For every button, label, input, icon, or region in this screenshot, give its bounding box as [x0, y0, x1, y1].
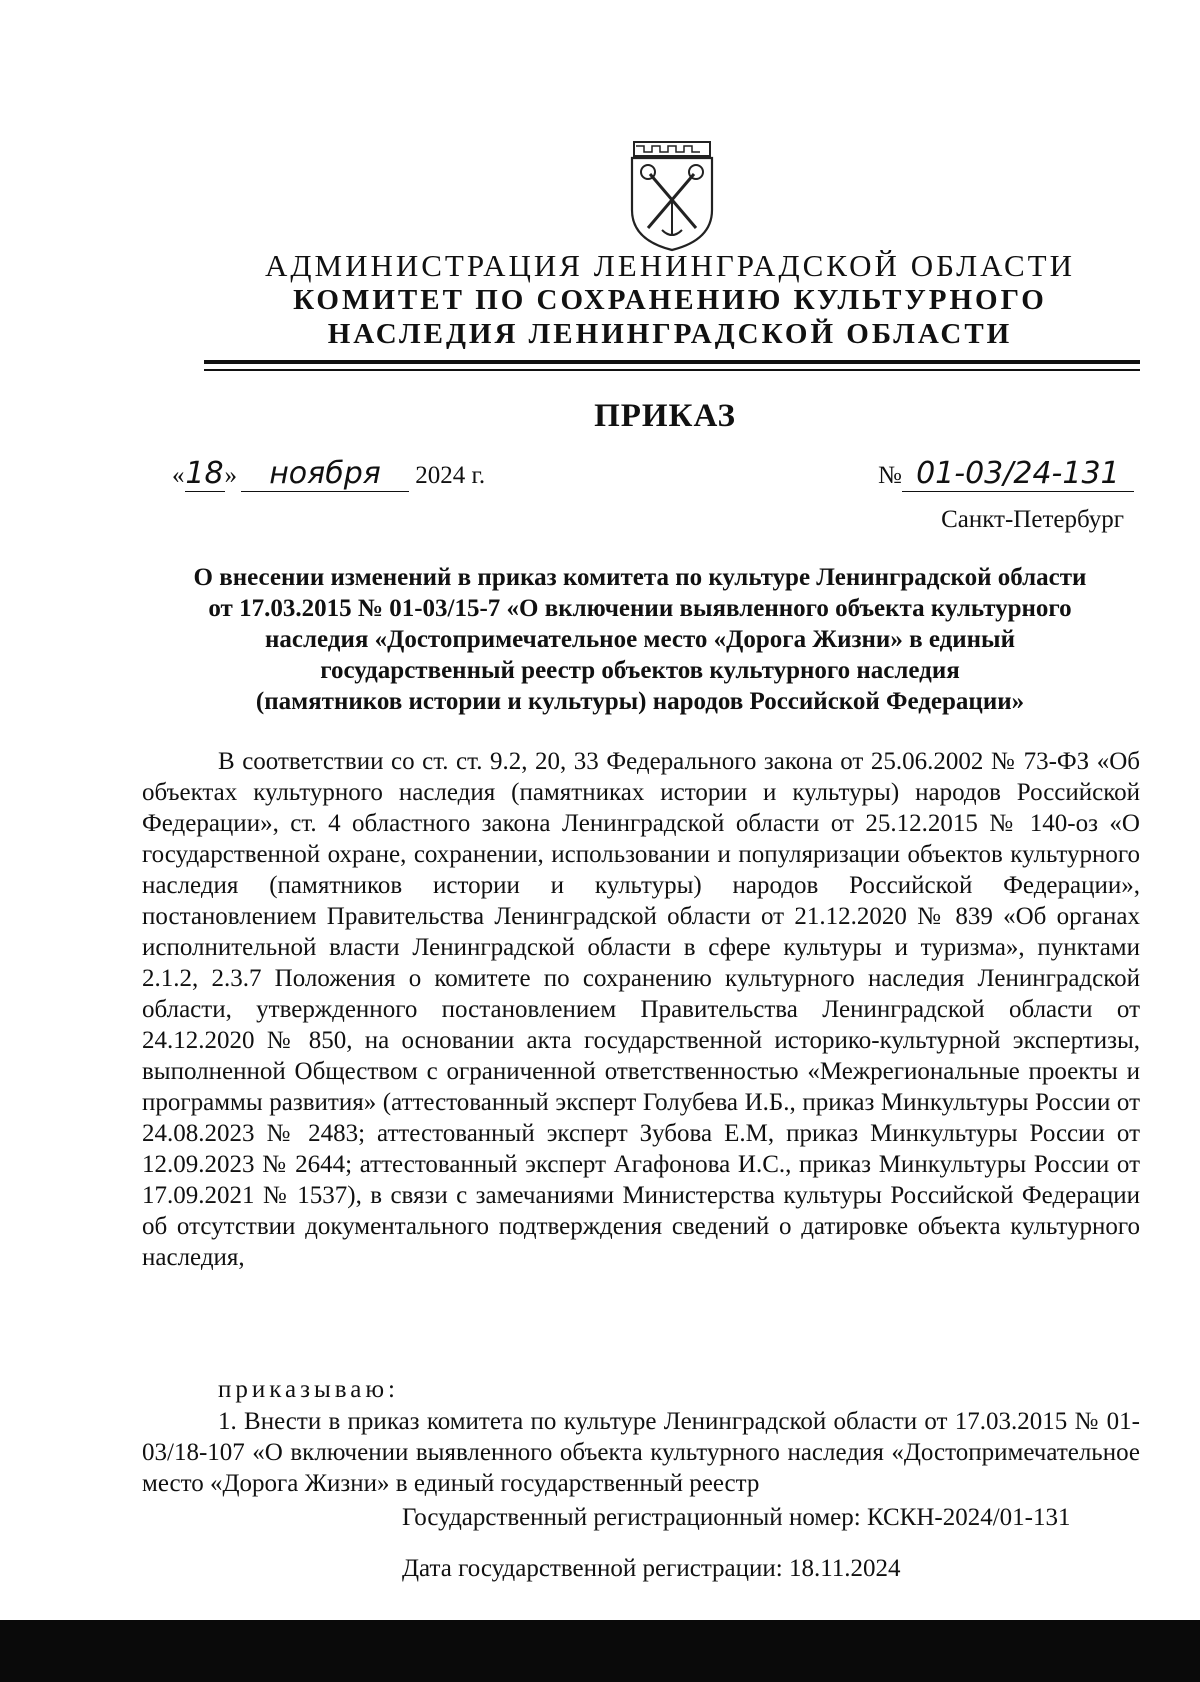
subject-line: государственный реестр объектов культурного наследия: [320, 657, 960, 684]
date-day-handwritten: 18: [185, 456, 224, 491]
org-committee-name-2: НАСЛЕДИЯ ЛЕНИНГРАДСКОЙ ОБЛАСТИ: [327, 318, 1013, 350]
registration-number-stamp: Государственный регистрационный номер: КСКН-2024/01-131: [402, 1504, 1071, 1531]
date-open-quote: «: [172, 462, 185, 489]
order-word: приказываю:: [218, 1376, 399, 1403]
number-sign: №: [878, 462, 902, 489]
subject-line: (памятников истории и культуры) народов Российской Федерации»: [255, 688, 1025, 715]
date-close-quote: »: [224, 462, 237, 489]
preamble-paragraph: В соответствии со ст. ст. 9.2, 20, 33 Федерального закона от 25.06.2002 № 73-ФЗ «Об объектах культурного наследия (памятниках истории и культуры) народов Российской Федерации», ст. 4 областного закона Ленинградской области от 25.12.2015 № 140-оз «О государственной охране, сохранении, использовании и популяризации объектов культурного наследия (памятников истории и культуры) народов Российской Федерации», постановлением Правительства Ленинградской области от 21.12.2020 № 839 «Об органах исполнительной власти Ленинградской области в сфере культуры и туризма», пунктами 2.1.2, 2.3.7 Положения о комитете по сохранению культурного наследия Ленинградской области, утвержденного постановлением Правительства Ленинградской области от 24.12.2020 № 850, на основании акта государственной историко-культурной экспертизы, выполненной Обществом с ограниченной ответственностью «Межрегиональные проекты и программы развития» (аттестованный эксперт Голубева И.Б., приказ Минкультуры России от 24.08.2023 № 2483; аттестованный эксперт Зубова Е.М, приказ Минкультуры России от 12.09.2023 № 2644; аттестованный эксперт Агафонова И.С., приказ Минкультуры России от 17.09.2021 № 1537), в связи с замечаниями Министерства культуры Российской Федерации об отсутствии документального подтверждения сведений о датировке объекта культурного наследия,: [142, 748, 1140, 1271]
org-committee-name-1: КОМИТЕТ ПО СОХРАНЕНИЮ КУЛЬТУРНОГО: [293, 284, 1047, 316]
document-subject: [140, 562, 1140, 717]
scan-dark-edge: [0, 1620, 1200, 1682]
header-divider-thin: [204, 369, 1140, 371]
order-item-1: 1. Внести в приказ комитета по культуре Ленинградской области от 17.03.2015 № 01-03/18-107 «О включении выявленного объекта культурного наследия «Достопримечательное место «Дорога Жизни» в единый государственный реестр: [142, 1408, 1140, 1497]
header-divider-thick: [204, 360, 1140, 364]
document-city: Санкт-Петербург: [941, 506, 1124, 533]
subject-line: наследия «Достопримечательное место «Дорога Жизни» в единый: [265, 626, 1015, 653]
document-type-title: ПРИКАЗ: [594, 398, 736, 434]
subject-line: О внесении изменений в приказ комитета по культуре Ленинградской области: [193, 564, 1087, 591]
org-admin-name: АДМИНИСТРАЦИЯ ЛЕНИНГРАДСКОЙ ОБЛАСТИ: [265, 248, 1075, 283]
date-year: 2024 г.: [415, 462, 486, 489]
registration-date-stamp: Дата государственной регистрации: 18.11.2024: [402, 1555, 901, 1582]
subject-line: от 17.03.2015 № 01-03/15-7 «О включении выявленного объекта культурного: [208, 595, 1072, 622]
document-date: [172, 456, 485, 492]
coat-of-arms-icon: [626, 140, 718, 252]
number-handwritten: 01-03/24-131: [902, 456, 1134, 492]
date-month-handwritten: ноября: [241, 456, 409, 492]
document-number: [878, 456, 1134, 492]
